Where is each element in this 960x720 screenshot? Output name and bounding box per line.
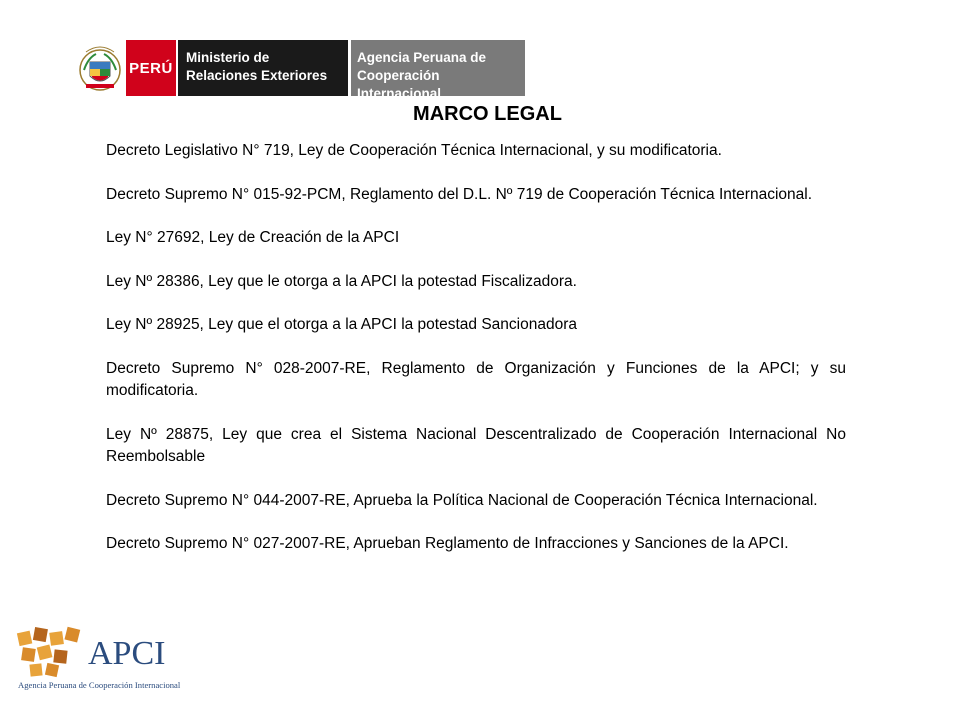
legal-item: Decreto Supremo N° 015-92-PCM, Reglamento del D.L. Nº 719 de Cooperación Técnica Internacional.: [106, 185, 812, 203]
legal-item: Ley Nº 28386, Ley que le otorga a la APCI la potestad Fiscalizadora.: [106, 272, 577, 290]
ministry-line1: Ministerio de: [186, 50, 270, 65]
apci-tiles-icon: [17, 627, 80, 677]
peru-coat-of-arms-icon: [78, 40, 122, 96]
page-title: MARCO LEGAL: [413, 103, 562, 125]
legal-item: Decreto Legislativo N° 719, Ley de Cooperación Técnica Internacional, y su modificatoria.: [106, 142, 722, 159]
ministry-line2: Relaciones Exteriores: [186, 68, 328, 83]
legal-item: Decreto Supremo N° 028-2007-RE, Reglamento de Organización y Funciones de la APCI; y su modificatoria.: [106, 359, 846, 399]
legal-item: Decreto Supremo N° 044-2007-RE, Aprueba la Política Nacional de Cooperación Técnica Internacional.: [106, 491, 818, 509]
agency-label-box: [351, 40, 525, 101]
agency-line1: Agencia Peruana de: [357, 50, 487, 65]
header-logo-bar: [78, 40, 525, 101]
apci-brand: APCI: [88, 635, 166, 672]
legal-item: Ley N° 27692, Ley de Creación de la APCI: [106, 229, 400, 246]
peru-label-box: [126, 40, 176, 96]
legal-item: Ley Nº 28875, Ley que crea el Sistema Nacional Descentralizado de Cooperación Internacional No Reembolsable: [106, 425, 846, 465]
apci-caption: Agencia Peruana de Cooperación Internacional: [18, 680, 181, 690]
legal-framework-list: [106, 140, 846, 577]
agency-line2: Cooperación Internacional: [357, 68, 442, 101]
peru-label: PERÚ: [129, 59, 173, 77]
legal-item: Decreto Supremo N° 027-2007-RE, Aprueban Reglamento de Infracciones y Sanciones de la APCI.: [106, 535, 789, 552]
legal-item: Ley Nº 28925, Ley que el otorga a la APCI la potestad Sancionadora: [106, 316, 577, 333]
apci-logo: [12, 624, 182, 696]
ministry-label-box: [176, 40, 348, 96]
